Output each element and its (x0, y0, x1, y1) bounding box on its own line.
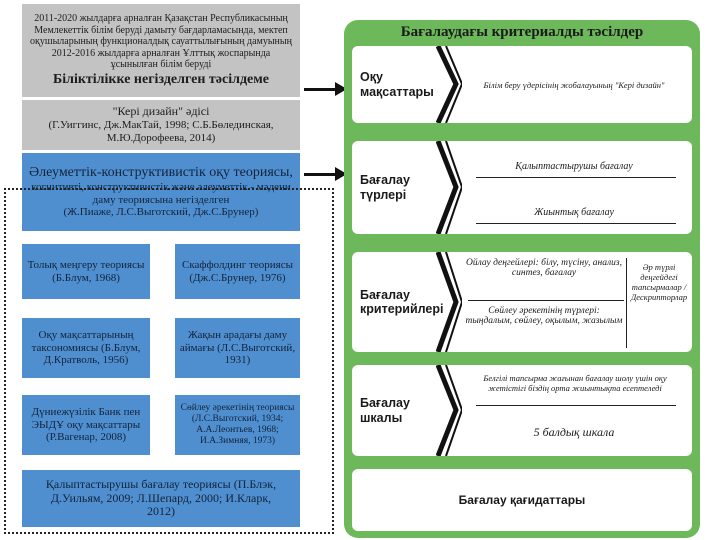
cell-taxonomy (22, 318, 150, 378)
scale-description: Белгілі тапсырма жағынан бағалау шолу үшін оқу жетістігі біздің орта жиынтықта есептеледі (483, 373, 667, 393)
panel-title: Бағалаудағы критериалды тәсілдер (400, 24, 644, 40)
theory-authors: (Ж.Пиаже, Л.С.Выготский, Дж.С.Брунер) (63, 206, 259, 219)
theory-subtitle: когнитивті, конструктивистік және әлеуметтік - мәдени даму теориясына негізделген (31, 181, 291, 206)
row-assessment-principles-label: Бағалау қағидаттары (458, 493, 586, 507)
row-learning-objectives (352, 46, 692, 123)
cell-taxonomy-text: Оқу мақсаттарының таксономиясы (Б.Блум, Д.Кратволь, 1956) (31, 329, 141, 367)
cell-world-bank-text: Дүниежүзілік Банк пен ЭЫДҰ оқу мақсаттары (Р.Вагенар, 2008) (31, 406, 141, 444)
formative-assessment-text: Қалыптастырушы бағалау теориясы (П.Блэк, Д.Уильям, 2009; Л.Шепард, 2000; И.Кларк, 2012) (45, 476, 277, 519)
thinking-levels: Ойлау деңгейлері: білу, түсіну, анализ, синтез, бағалау (466, 258, 622, 278)
row-assessment-types (352, 141, 692, 234)
summative-type: Жиынтық бағалау (534, 207, 614, 218)
row-assessment-scale-label: Бағалау шкалы (360, 396, 410, 425)
state-program-text: 2011-2020 жылдарға арналған Қазақстан Республикасының Мемлекеттік білім беруді дамыту бағдарламасында, мектеп оқушыларының функционалдық сауаттылығының дамуының 2012-2016 жылдарға арналған Ұлттық жоспарында ұсынылған білім беруді (30, 13, 292, 71)
row-assessment-types-label: Бағалау түрлері (360, 173, 410, 202)
cell-mastery (22, 244, 150, 299)
cell-zpd-text: Жақын арадағы даму аймағы (Л.С.Выготский, 1931) (179, 329, 296, 367)
formative-type: Қалыптастырушы бағалау (515, 161, 633, 172)
backward-design-authors: (Г.Уиггинс, Дж.МакТай, 1998; С.Б.Бөлединская, М.Ю.Дорофеева, 2014) (48, 119, 274, 144)
formative-assessment-box (22, 470, 300, 527)
chevron-icon (436, 141, 462, 234)
cell-scaffolding (175, 244, 300, 299)
row-learning-objectives-content: Білім беру үдерісінің жобалауының "Кері дизайн" (483, 80, 665, 90)
row-assessment-scale (352, 365, 692, 456)
cell-world-bank (22, 395, 150, 455)
cell-speech-activity-text: Сөйлеу әрекетінің теориясы (Л.С.Выготский, 1934; А.А.Леонтьев, 1968; И.А.Зимняя, 1973) (180, 403, 295, 446)
speech-activity-types: Сөйлеу әрекетінің түрлері: тыңдалым, сөйлеу, оқылым, жазылым (465, 306, 623, 326)
cell-speech-activity (175, 395, 300, 455)
chevron-icon (436, 365, 462, 456)
backward-design-box (22, 100, 300, 150)
five-point-scale: 5 балдық шкала (533, 425, 615, 439)
cell-scaffolding-text: Скаффолдинг теориясы (Дж.С.Брунер, 1976) (182, 258, 293, 284)
backward-design-title: "Кері дизайн" әдісі (112, 104, 210, 119)
arrow-2 (304, 167, 348, 181)
arrow-1 (304, 82, 348, 96)
row-learning-objectives-label: Оқу мақсаттары (360, 70, 434, 99)
row-assessment-principles (352, 469, 692, 531)
chevron-icon (436, 252, 462, 352)
theory-title: Әлеуметтік-конструктивистік оқу теориясы, (29, 164, 293, 180)
competency-approach-box (22, 4, 300, 97)
row-assessment-criteria (352, 252, 692, 352)
cell-mastery-text: Толық меңгеру теориясы (Б.Блум, 1968) (27, 258, 145, 284)
row-assessment-criteria-label: Бағалау критерийлері (360, 287, 444, 316)
competency-approach-heading: Біліктілікке негізделген тәсілдеме (52, 71, 270, 87)
cell-zpd (175, 318, 300, 378)
chevron-icon (436, 46, 462, 123)
tasks-descriptors: Әр түрлі деңгейдегі тапсырмалар / Дескрипторлар (630, 262, 688, 302)
